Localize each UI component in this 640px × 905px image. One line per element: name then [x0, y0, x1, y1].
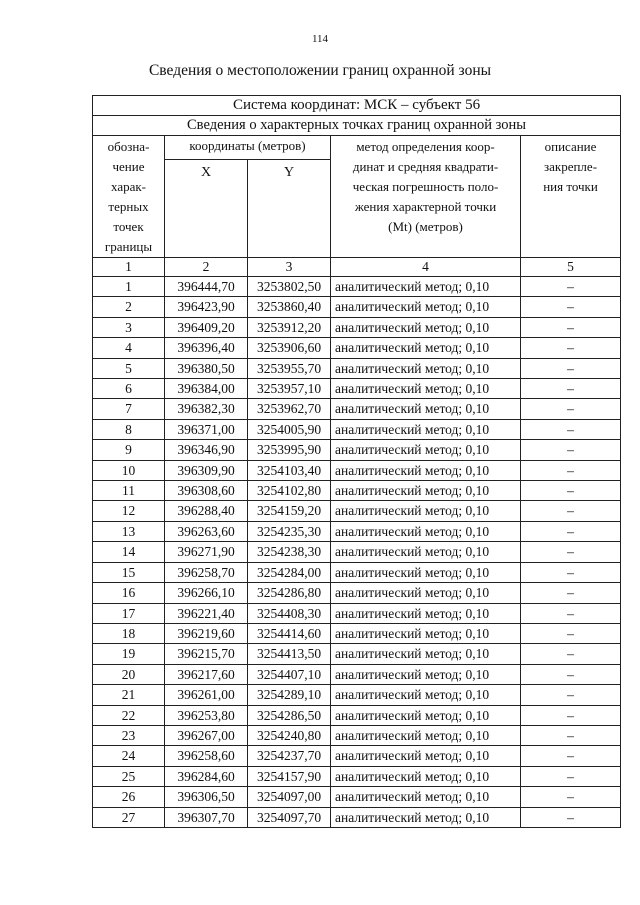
- table-row: [93, 338, 621, 358]
- y-coordinate-cell: 3254097,00: [248, 787, 331, 807]
- y-coordinate-cell: 3253962,70: [248, 399, 331, 419]
- point-number-cell: 10: [93, 460, 165, 480]
- header-line: ческая погрешность поло-: [352, 179, 499, 194]
- point-number-cell: 7: [93, 399, 165, 419]
- header-method: [331, 136, 521, 258]
- table-row: [93, 440, 621, 460]
- table-row: [93, 481, 621, 501]
- header-line: обозна-: [107, 139, 150, 154]
- y-coordinate-cell: 3254237,70: [248, 746, 331, 766]
- x-coordinate-cell: 396263,60: [165, 521, 248, 541]
- x-coordinate-cell: 396423,90: [165, 297, 248, 317]
- y-coordinate-cell: 3254289,10: [248, 685, 331, 705]
- table-row: [93, 705, 621, 725]
- header-line: закрепле-: [543, 159, 598, 174]
- description-cell: –: [521, 542, 621, 562]
- method-cell: аналитический метод; 0,10: [331, 766, 521, 786]
- x-coordinate-cell: 396306,50: [165, 787, 248, 807]
- y-coordinate-cell: 3254157,90: [248, 766, 331, 786]
- table-row: [93, 358, 621, 378]
- method-cell: аналитический метод; 0,10: [331, 542, 521, 562]
- y-coordinate-cell: 3253955,70: [248, 358, 331, 378]
- y-coordinate-cell: 3254005,90: [248, 419, 331, 439]
- description-cell: –: [521, 787, 621, 807]
- point-number-cell: 16: [93, 583, 165, 603]
- y-coordinate-cell: 3254102,80: [248, 481, 331, 501]
- x-coordinate-cell: 396308,60: [165, 481, 248, 501]
- point-number-cell: 12: [93, 501, 165, 521]
- y-coordinate-cell: 3253957,10: [248, 379, 331, 399]
- table-row: [93, 787, 621, 807]
- description-cell: –: [521, 685, 621, 705]
- point-number-cell: 2: [93, 297, 165, 317]
- description-cell: –: [521, 766, 621, 786]
- y-coordinate-cell: 3254238,30: [248, 542, 331, 562]
- description-cell: –: [521, 644, 621, 664]
- description-cell: –: [521, 338, 621, 358]
- x-coordinate-cell: 396267,00: [165, 725, 248, 745]
- point-number-cell: 22: [93, 705, 165, 725]
- description-cell: –: [521, 399, 621, 419]
- description-cell: –: [521, 603, 621, 623]
- x-coordinate-cell: 396219,60: [165, 623, 248, 643]
- point-number-cell: 13: [93, 521, 165, 541]
- table-row: [93, 297, 621, 317]
- table-row: [93, 746, 621, 766]
- table-subtitle: Сведения о характерных точках границ охранной зоны: [93, 116, 621, 136]
- coordinates-table-body: [93, 96, 621, 828]
- method-cell: аналитический метод; 0,10: [331, 419, 521, 439]
- method-cell: аналитический метод; 0,10: [331, 583, 521, 603]
- table-row: [93, 460, 621, 480]
- y-coordinate-cell: 3254407,10: [248, 664, 331, 684]
- method-cell: аналитический метод; 0,10: [331, 379, 521, 399]
- y-coordinate-cell: 3254159,20: [248, 501, 331, 521]
- description-cell: –: [521, 481, 621, 501]
- y-coordinate-cell: 3253912,20: [248, 317, 331, 337]
- method-cell: аналитический метод; 0,10: [331, 399, 521, 419]
- x-coordinate-cell: 396261,00: [165, 685, 248, 705]
- column-index: 4: [331, 258, 521, 277]
- method-cell: аналитический метод; 0,10: [331, 685, 521, 705]
- x-coordinate-cell: 396221,40: [165, 603, 248, 623]
- header-line: терных: [108, 199, 149, 214]
- y-coordinate-cell: 3253906,60: [248, 338, 331, 358]
- method-cell: аналитический метод; 0,10: [331, 746, 521, 766]
- subtitle-row: [93, 116, 621, 136]
- description-cell: –: [521, 297, 621, 317]
- description-cell: –: [521, 583, 621, 603]
- point-number-cell: 20: [93, 664, 165, 684]
- x-coordinate-cell: 396266,10: [165, 583, 248, 603]
- method-cell: аналитический метод; 0,10: [331, 277, 521, 297]
- page-heading: Сведения о местоположении границ охранной зоны: [148, 62, 492, 79]
- x-coordinate-cell: 396288,40: [165, 501, 248, 521]
- header-line: жения характерной точки: [354, 199, 497, 214]
- description-cell: –: [521, 277, 621, 297]
- header-line: харак-: [110, 179, 146, 194]
- table-row: [93, 664, 621, 684]
- table-row: [93, 379, 621, 399]
- table-row: [93, 562, 621, 582]
- x-coordinate-cell: 396258,70: [165, 562, 248, 582]
- x-coordinate-cell: 396307,70: [165, 807, 248, 827]
- table-row: [93, 501, 621, 521]
- coordinates-table: [92, 95, 621, 828]
- point-number-cell: 8: [93, 419, 165, 439]
- x-coordinate-cell: 396444,70: [165, 277, 248, 297]
- description-cell: –: [521, 807, 621, 827]
- table-row: [93, 277, 621, 297]
- system-title-row: [93, 96, 621, 116]
- point-number-cell: 23: [93, 725, 165, 745]
- x-coordinate-cell: 396396,40: [165, 338, 248, 358]
- x-coordinate-cell: 396217,60: [165, 664, 248, 684]
- y-coordinate-cell: 3254414,60: [248, 623, 331, 643]
- x-coordinate-cell: 396258,60: [165, 746, 248, 766]
- description-cell: –: [521, 746, 621, 766]
- x-coordinate-cell: 396284,60: [165, 766, 248, 786]
- header-y: [248, 159, 331, 257]
- table-row: [93, 419, 621, 439]
- point-number-cell: 17: [93, 603, 165, 623]
- table-row: [93, 583, 621, 603]
- column-index: 2: [165, 258, 248, 277]
- table-row: [93, 644, 621, 664]
- method-cell: аналитический метод; 0,10: [331, 787, 521, 807]
- method-cell: аналитический метод; 0,10: [331, 644, 521, 664]
- header-row-1: [93, 136, 621, 160]
- coordinate-system-title: Система координат: МСК – субъект 56: [93, 96, 621, 116]
- method-cell: аналитический метод; 0,10: [331, 501, 521, 521]
- point-number-cell: 14: [93, 542, 165, 562]
- description-cell: –: [521, 379, 621, 399]
- method-cell: аналитический метод; 0,10: [331, 623, 521, 643]
- table-row: [93, 521, 621, 541]
- point-number-cell: 24: [93, 746, 165, 766]
- point-number-cell: 3: [93, 317, 165, 337]
- description-cell: –: [521, 358, 621, 378]
- method-cell: аналитический метод; 0,10: [331, 725, 521, 745]
- method-cell: аналитический метод; 0,10: [331, 460, 521, 480]
- x-coordinate-cell: 396215,70: [165, 644, 248, 664]
- description-cell: –: [521, 440, 621, 460]
- column-index: 1: [93, 258, 165, 277]
- x-coordinate-cell: 396384,00: [165, 379, 248, 399]
- header-point-designation: [93, 136, 165, 258]
- point-number-cell: 19: [93, 644, 165, 664]
- header-line: чение: [112, 159, 145, 174]
- table-row: [93, 685, 621, 705]
- method-cell: аналитический метод; 0,10: [331, 481, 521, 501]
- x-coordinate-cell: 396371,00: [165, 419, 248, 439]
- y-coordinate-cell: 3254413,50: [248, 644, 331, 664]
- y-coordinate-cell: 3253860,40: [248, 297, 331, 317]
- description-cell: –: [521, 664, 621, 684]
- x-coordinate-cell: 396309,90: [165, 460, 248, 480]
- point-number-cell: 4: [93, 338, 165, 358]
- table-row: [93, 766, 621, 786]
- x-coordinate-cell: 396253,80: [165, 705, 248, 725]
- table-row: [93, 317, 621, 337]
- x-coordinate-cell: 396409,20: [165, 317, 248, 337]
- header-coordinates: координаты (метров): [165, 136, 331, 160]
- table-row: [93, 399, 621, 419]
- header-line: (Mt) (метров): [388, 219, 463, 234]
- point-number-cell: 18: [93, 623, 165, 643]
- header-line: описание: [544, 139, 597, 154]
- header-y-label: Y: [283, 164, 295, 180]
- x-coordinate-cell: 396380,50: [165, 358, 248, 378]
- description-cell: –: [521, 623, 621, 643]
- x-coordinate-cell: 396382,30: [165, 399, 248, 419]
- header-line: динат и средняя квадрати-: [352, 159, 499, 174]
- header-line: ния точки: [543, 179, 598, 194]
- y-coordinate-cell: 3254097,70: [248, 807, 331, 827]
- point-number-cell: 11: [93, 481, 165, 501]
- header-line: точек: [113, 219, 144, 234]
- header-line: метод определения коор-: [356, 139, 495, 154]
- point-number-cell: 5: [93, 358, 165, 378]
- point-number-cell: 9: [93, 440, 165, 460]
- header-line: границы: [104, 239, 153, 254]
- page-number: 114: [311, 33, 329, 45]
- column-index: 5: [521, 258, 621, 277]
- y-coordinate-cell: 3254240,80: [248, 725, 331, 745]
- method-cell: аналитический метод; 0,10: [331, 664, 521, 684]
- point-number-cell: 25: [93, 766, 165, 786]
- point-number-cell: 27: [93, 807, 165, 827]
- description-cell: –: [521, 562, 621, 582]
- method-cell: аналитический метод; 0,10: [331, 338, 521, 358]
- point-number-cell: 26: [93, 787, 165, 807]
- header-point-description: [521, 136, 621, 258]
- method-cell: аналитический метод; 0,10: [331, 705, 521, 725]
- table-row: [93, 807, 621, 827]
- y-coordinate-cell: 3254408,30: [248, 603, 331, 623]
- method-cell: аналитический метод; 0,10: [331, 807, 521, 827]
- header-x-label: X: [200, 164, 212, 180]
- point-number-cell: 1: [93, 277, 165, 297]
- header-x: [165, 159, 248, 257]
- method-cell: аналитический метод; 0,10: [331, 521, 521, 541]
- y-coordinate-cell: 3253995,90: [248, 440, 331, 460]
- column-index-row: [93, 258, 621, 277]
- point-number-cell: 6: [93, 379, 165, 399]
- y-coordinate-cell: 3253802,50: [248, 277, 331, 297]
- y-coordinate-cell: 3254286,50: [248, 705, 331, 725]
- x-coordinate-cell: 396271,90: [165, 542, 248, 562]
- method-cell: аналитический метод; 0,10: [331, 297, 521, 317]
- x-coordinate-cell: 396346,90: [165, 440, 248, 460]
- description-cell: –: [521, 501, 621, 521]
- point-number-cell: 15: [93, 562, 165, 582]
- description-cell: –: [521, 419, 621, 439]
- description-cell: –: [521, 705, 621, 725]
- column-index: 3: [248, 258, 331, 277]
- description-cell: –: [521, 725, 621, 745]
- y-coordinate-cell: 3254286,80: [248, 583, 331, 603]
- y-coordinate-cell: 3254284,00: [248, 562, 331, 582]
- method-cell: аналитический метод; 0,10: [331, 562, 521, 582]
- method-cell: аналитический метод; 0,10: [331, 358, 521, 378]
- method-cell: аналитический метод; 0,10: [331, 317, 521, 337]
- table-row: [93, 725, 621, 745]
- method-cell: аналитический метод; 0,10: [331, 603, 521, 623]
- y-coordinate-cell: 3254103,40: [248, 460, 331, 480]
- table-row: [93, 623, 621, 643]
- method-cell: аналитический метод; 0,10: [331, 440, 521, 460]
- description-cell: –: [521, 317, 621, 337]
- table-row: [93, 603, 621, 623]
- y-coordinate-cell: 3254235,30: [248, 521, 331, 541]
- point-number-cell: 21: [93, 685, 165, 705]
- description-cell: –: [521, 521, 621, 541]
- description-cell: –: [521, 460, 621, 480]
- table-row: [93, 542, 621, 562]
